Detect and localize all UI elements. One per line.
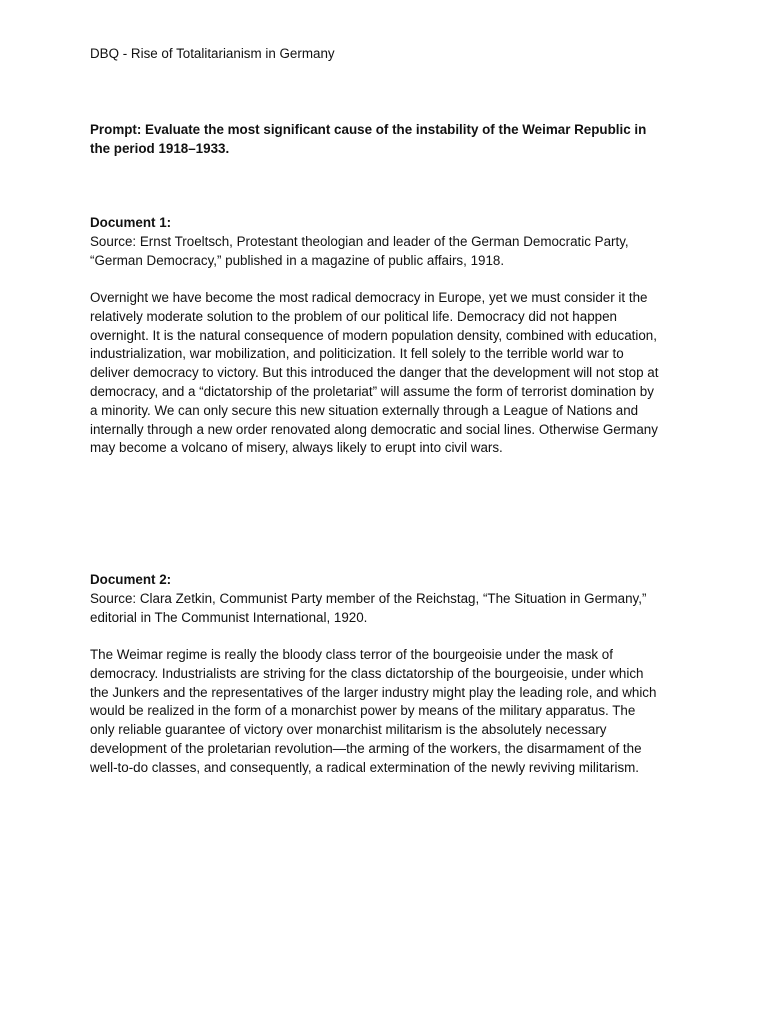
document-1-body-line: overnight. It is the natural consequence of modern population density, combined with education,: [90, 327, 657, 343]
document-1-body-line: a minority. We can only secure this new situation externally through a League of Nations and: [90, 402, 639, 418]
prompt-line: the period 1918–1933.: [90, 140, 230, 156]
document-2-body-line: development of the proletarian revolution—the arming of the workers, the disarmament of the: [90, 740, 642, 756]
prompt-paragraph: [90, 121, 690, 159]
document-1-body-line: internally through a new order renovated along democratic and social lines. Otherwise Germany: [90, 421, 658, 437]
document-2-title: Document 2:: [90, 572, 172, 587]
document-1-body: [90, 289, 690, 458]
document-1-body-line: relatively moderate solution to the problem of our political life. Democracy did not happen: [90, 308, 617, 324]
document-1-title: Document 1:: [90, 215, 172, 230]
document-2-source-line: editorial in The Communist International, 1920.: [90, 609, 368, 625]
document-1-body-line: Overnight we have become the most radical democracy in Europe, yet we must consider it the: [90, 290, 648, 305]
document-2-body-line: well-to-do classes, and consequently, a radical extermination of the newly reviving militarism.: [90, 759, 640, 775]
document-2-body-line: only reliable guarantee of victory over monarchist militarism is the absolutely necessary: [90, 722, 607, 738]
document-2-body-line: democracy. Industrialists are striving for the class dictatorship of the bourgeoisie, under which: [90, 665, 644, 681]
document-2-body-line: The Weimar regime is really the bloody class terror of the bourgeoisie under the mask of: [90, 647, 613, 662]
document-2-body: [90, 646, 690, 778]
document-1-source-block: [90, 214, 690, 270]
document-1-source-line: Source: Ernst Troeltsch, Protestant theologian and leader of the German Democratic Party,: [90, 233, 629, 249]
document-2-body-line: the Junkers and the representatives of the larger industry might play the leading role, and which: [90, 684, 657, 700]
prompt-line: Prompt: Evaluate the most significant cause of the instability of the Weimar Republic in: [90, 122, 647, 137]
document-header: [90, 45, 690, 64]
document-2-body-line: would be realized in the form of a monarchist power by means of the military apparatus. The: [90, 703, 636, 719]
document-1-body-line: may become a volcano of misery, always likely to erupt into civil wars.: [90, 440, 503, 456]
document-1-body-line: industrialization, war mobilization, and politicization. It fell solely to the terrible world war to: [90, 346, 624, 362]
document-1-body-line: deliver democracy to victory. But this introduced the danger that the development will not stop at: [90, 365, 659, 381]
document-1-body-line: democracy, and a “dictatorship of the proletariat” will assume the form of terrorist domination by: [90, 383, 654, 399]
document-2-source-line: Source: Clara Zetkin, Communist Party member of the Reichstag, “The Situation in Germany,”: [90, 590, 647, 606]
document-1-source-line: “German Democracy,” published in a magazine of public affairs, 1918.: [90, 252, 505, 268]
header-title: DBQ - Rise of Totalitarianism in Germany: [90, 46, 335, 61]
document-2-source-block: [90, 571, 690, 627]
